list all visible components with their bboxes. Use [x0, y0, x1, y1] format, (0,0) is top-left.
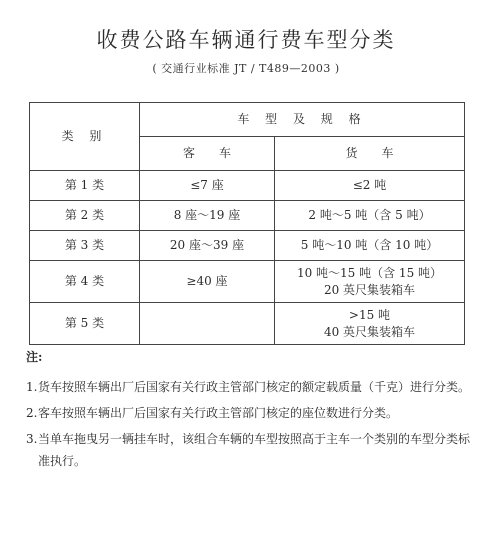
- table-header-row: [30, 103, 465, 137]
- notes-section: [26, 346, 478, 476]
- vehicle-class-table: [29, 102, 465, 345]
- truck-line: 2 吨～5 吨（含 5 吨）: [308, 208, 431, 222]
- table-row: [30, 261, 465, 303]
- note-number: 2.: [26, 406, 38, 420]
- truck-line: 10 吨～15 吨（含 15 吨）: [296, 265, 443, 280]
- note-item: [26, 402, 478, 424]
- note-text: 客车按照车辆出厂后国家有关行政主管部门核定的座位数进行分类。: [38, 406, 399, 420]
- row-passenger: ≤7 座: [140, 171, 275, 201]
- row-passenger: 8 座～19 座: [140, 201, 275, 231]
- row-truck: [275, 303, 465, 345]
- header-group: 车 型 及 规 格: [140, 103, 465, 137]
- truck-line: 40 英尺集装箱车: [323, 324, 416, 339]
- document-subtitle: ( 交通行业标准 JT / T489—2003 ): [152, 62, 340, 75]
- row-truck: [275, 171, 465, 201]
- row-passenger: [140, 303, 275, 345]
- note-item: [26, 428, 478, 472]
- header-category: 类 别: [30, 103, 140, 171]
- row-passenger: 20 座～39 座: [140, 231, 275, 261]
- table-row: [30, 201, 465, 231]
- truck-line: 20 英尺集装箱车: [323, 282, 416, 297]
- row-category: 第 4 类: [30, 261, 140, 303]
- notes-label: 注:: [26, 350, 43, 364]
- header-truck: 货 车: [275, 137, 465, 171]
- row-truck: [275, 261, 465, 303]
- row-category: 第 2 类: [30, 201, 140, 231]
- row-passenger: ≥40 座: [140, 261, 275, 303]
- header-passenger: 客 车: [140, 137, 275, 171]
- table-row: [30, 171, 465, 201]
- note-number: 3.: [26, 432, 38, 446]
- note-item: [26, 376, 478, 398]
- truck-line: ≤2 吨: [352, 178, 387, 192]
- note-text: 当单车拖曳另一辆挂车时，该组合车辆的车型按照高于主车一个类别的车型分类标准执行。: [38, 432, 471, 468]
- note-text: 货车按照车辆出厂后国家有关行政主管部门核定的额定载质量（千克）进行分类。: [38, 380, 471, 394]
- row-truck: [275, 231, 465, 261]
- truck-line: >15 吨: [348, 307, 391, 322]
- table-row: [30, 231, 465, 261]
- row-truck: [275, 201, 465, 231]
- document-title: 收费公路车辆通行费车型分类: [96, 28, 396, 52]
- row-category: 第 3 类: [30, 231, 140, 261]
- note-number: 1.: [26, 380, 38, 394]
- truck-line: 5 吨～10 吨（含 10 吨）: [300, 238, 439, 252]
- row-category: 第 5 类: [30, 303, 140, 345]
- row-category: 第 1 类: [30, 171, 140, 201]
- table-row: [30, 303, 465, 345]
